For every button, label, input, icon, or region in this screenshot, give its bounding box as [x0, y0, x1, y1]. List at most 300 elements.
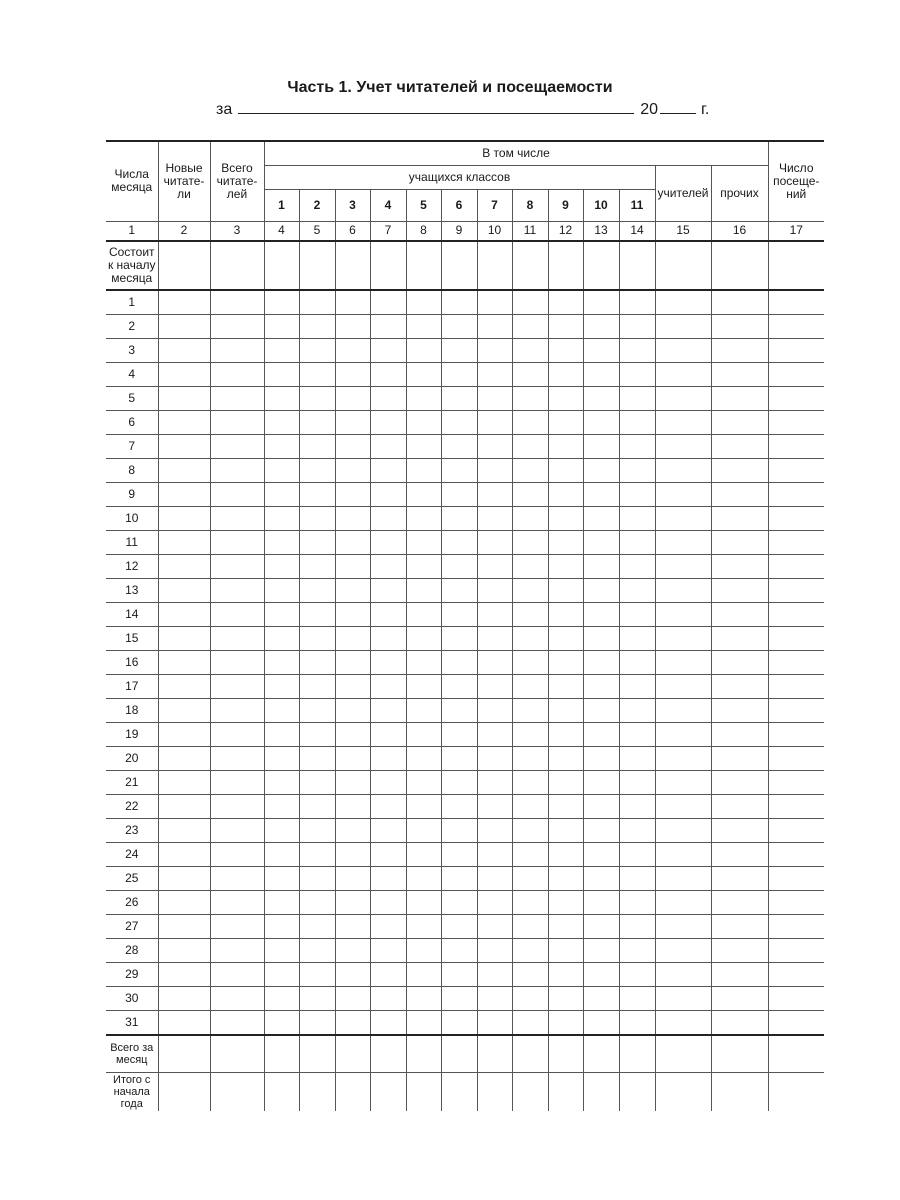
- entry-cell[interactable]: [548, 770, 583, 794]
- entry-cell[interactable]: [768, 698, 824, 722]
- entry-cell[interactable]: [512, 674, 548, 698]
- entry-cell[interactable]: [441, 290, 477, 315]
- entry-cell[interactable]: [477, 962, 512, 986]
- entry-cell[interactable]: [210, 650, 264, 674]
- entry-cell[interactable]: [210, 938, 264, 962]
- entry-cell[interactable]: [370, 1072, 406, 1111]
- entry-cell[interactable]: [335, 1072, 370, 1111]
- entry-cell[interactable]: [370, 338, 406, 362]
- entry-cell[interactable]: [512, 386, 548, 410]
- entry-cell[interactable]: [711, 746, 768, 770]
- entry-cell[interactable]: [299, 362, 335, 386]
- entry-cell[interactable]: [768, 794, 824, 818]
- entry-cell[interactable]: [512, 458, 548, 482]
- entry-cell[interactable]: [370, 506, 406, 530]
- entry-cell[interactable]: [299, 938, 335, 962]
- entry-cell[interactable]: [335, 554, 370, 578]
- entry-cell[interactable]: [441, 482, 477, 506]
- entry-cell[interactable]: [370, 1035, 406, 1073]
- entry-cell[interactable]: [335, 602, 370, 626]
- entry-cell[interactable]: [299, 1010, 335, 1035]
- entry-cell[interactable]: [406, 530, 441, 554]
- entry-cell[interactable]: [210, 698, 264, 722]
- entry-cell[interactable]: [158, 530, 210, 554]
- entry-cell[interactable]: [406, 362, 441, 386]
- entry-cell[interactable]: [711, 650, 768, 674]
- entry-cell[interactable]: [512, 890, 548, 914]
- entry-cell[interactable]: [370, 626, 406, 650]
- entry-cell[interactable]: [264, 410, 299, 434]
- entry-cell[interactable]: [477, 578, 512, 602]
- entry-cell[interactable]: [264, 362, 299, 386]
- entry-cell[interactable]: [477, 530, 512, 554]
- entry-cell[interactable]: [370, 794, 406, 818]
- entry-cell[interactable]: [406, 866, 441, 890]
- entry-cell[interactable]: [655, 434, 711, 458]
- entry-cell[interactable]: [335, 698, 370, 722]
- entry-cell[interactable]: [441, 1072, 477, 1111]
- entry-cell[interactable]: [264, 866, 299, 890]
- entry-cell[interactable]: [619, 842, 655, 866]
- entry-cell[interactable]: [583, 986, 619, 1010]
- entry-cell[interactable]: [619, 482, 655, 506]
- entry-cell[interactable]: [583, 626, 619, 650]
- entry-cell[interactable]: [655, 746, 711, 770]
- entry-cell[interactable]: [548, 1035, 583, 1073]
- entry-cell[interactable]: [406, 1010, 441, 1035]
- entry-cell[interactable]: [158, 890, 210, 914]
- entry-cell[interactable]: [768, 914, 824, 938]
- entry-cell[interactable]: [711, 602, 768, 626]
- entry-cell[interactable]: [619, 866, 655, 890]
- entry-cell[interactable]: [477, 506, 512, 530]
- entry-cell[interactable]: [406, 674, 441, 698]
- entry-cell[interactable]: [477, 1035, 512, 1073]
- entry-cell[interactable]: [335, 386, 370, 410]
- entry-cell[interactable]: [512, 578, 548, 602]
- entry-cell[interactable]: [477, 890, 512, 914]
- entry-cell[interactable]: [210, 794, 264, 818]
- entry-cell[interactable]: [711, 290, 768, 315]
- entry-cell[interactable]: [548, 818, 583, 842]
- entry-cell[interactable]: [441, 362, 477, 386]
- entry-cell[interactable]: [299, 578, 335, 602]
- entry-cell[interactable]: [548, 650, 583, 674]
- entry-cell[interactable]: [210, 554, 264, 578]
- entry-cell[interactable]: [264, 1072, 299, 1111]
- entry-cell[interactable]: [158, 506, 210, 530]
- entry-cell[interactable]: [406, 914, 441, 938]
- entry-cell[interactable]: [335, 530, 370, 554]
- entry-cell[interactable]: [619, 434, 655, 458]
- entry-cell[interactable]: [548, 866, 583, 890]
- entry-cell[interactable]: [335, 770, 370, 794]
- entry-cell[interactable]: [264, 674, 299, 698]
- entry-cell[interactable]: [768, 578, 824, 602]
- entry-cell[interactable]: [711, 410, 768, 434]
- entry-cell[interactable]: [264, 1035, 299, 1073]
- entry-cell[interactable]: [548, 986, 583, 1010]
- entry-cell[interactable]: [583, 602, 619, 626]
- entry-cell[interactable]: [711, 338, 768, 362]
- entry-cell[interactable]: [548, 506, 583, 530]
- entry-cell[interactable]: [335, 938, 370, 962]
- entry-cell[interactable]: [619, 818, 655, 842]
- entry-cell[interactable]: [299, 746, 335, 770]
- entry-cell[interactable]: [370, 722, 406, 746]
- entry-cell[interactable]: [210, 962, 264, 986]
- entry-cell[interactable]: [512, 722, 548, 746]
- entry-cell[interactable]: [477, 746, 512, 770]
- entry-cell[interactable]: [406, 314, 441, 338]
- entry-cell[interactable]: [210, 1035, 264, 1073]
- entry-cell[interactable]: [299, 386, 335, 410]
- entry-cell[interactable]: [158, 410, 210, 434]
- entry-cell[interactable]: [768, 962, 824, 986]
- entry-cell[interactable]: [441, 866, 477, 890]
- entry-cell[interactable]: [441, 962, 477, 986]
- entry-cell[interactable]: [655, 650, 711, 674]
- entry-cell[interactable]: [264, 602, 299, 626]
- entry-cell[interactable]: [441, 386, 477, 410]
- entry-cell[interactable]: [210, 818, 264, 842]
- entry-cell[interactable]: [548, 578, 583, 602]
- entry-cell[interactable]: [768, 722, 824, 746]
- entry-cell[interactable]: [158, 482, 210, 506]
- entry-cell[interactable]: [548, 914, 583, 938]
- entry-cell[interactable]: [655, 578, 711, 602]
- entry-cell[interactable]: [406, 1072, 441, 1111]
- entry-cell[interactable]: [655, 241, 711, 290]
- entry-cell[interactable]: [768, 1010, 824, 1035]
- entry-cell[interactable]: [441, 818, 477, 842]
- entry-cell[interactable]: [583, 241, 619, 290]
- entry-cell[interactable]: [711, 938, 768, 962]
- entry-cell[interactable]: [406, 578, 441, 602]
- entry-cell[interactable]: [512, 650, 548, 674]
- entry-cell[interactable]: [441, 314, 477, 338]
- entry-cell[interactable]: [158, 962, 210, 986]
- entry-cell[interactable]: [264, 962, 299, 986]
- entry-cell[interactable]: [441, 1035, 477, 1073]
- entry-cell[interactable]: [548, 746, 583, 770]
- entry-cell[interactable]: [299, 674, 335, 698]
- entry-cell[interactable]: [768, 890, 824, 914]
- entry-cell[interactable]: [711, 241, 768, 290]
- entry-cell[interactable]: [299, 338, 335, 362]
- entry-cell[interactable]: [711, 458, 768, 482]
- entry-cell[interactable]: [548, 290, 583, 315]
- entry-cell[interactable]: [299, 602, 335, 626]
- entry-cell[interactable]: [619, 1010, 655, 1035]
- entry-cell[interactable]: [619, 1072, 655, 1111]
- entry-cell[interactable]: [583, 290, 619, 315]
- entry-cell[interactable]: [583, 482, 619, 506]
- entry-cell[interactable]: [158, 818, 210, 842]
- entry-cell[interactable]: [619, 410, 655, 434]
- entry-cell[interactable]: [619, 962, 655, 986]
- entry-cell[interactable]: [158, 698, 210, 722]
- entry-cell[interactable]: [768, 818, 824, 842]
- entry-cell[interactable]: [441, 626, 477, 650]
- entry-cell[interactable]: [768, 290, 824, 315]
- entry-cell[interactable]: [335, 842, 370, 866]
- entry-cell[interactable]: [210, 890, 264, 914]
- entry-cell[interactable]: [264, 794, 299, 818]
- entry-cell[interactable]: [406, 626, 441, 650]
- entry-cell[interactable]: [406, 386, 441, 410]
- entry-cell[interactable]: [406, 506, 441, 530]
- entry-cell[interactable]: [299, 434, 335, 458]
- entry-cell[interactable]: [512, 241, 548, 290]
- entry-cell[interactable]: [619, 938, 655, 962]
- entry-cell[interactable]: [264, 770, 299, 794]
- entry-cell[interactable]: [264, 338, 299, 362]
- entry-cell[interactable]: [512, 602, 548, 626]
- entry-cell[interactable]: [548, 890, 583, 914]
- entry-cell[interactable]: [711, 434, 768, 458]
- entry-cell[interactable]: [477, 866, 512, 890]
- entry-cell[interactable]: [210, 338, 264, 362]
- entry-cell[interactable]: [370, 890, 406, 914]
- entry-cell[interactable]: [768, 434, 824, 458]
- entry-cell[interactable]: [619, 650, 655, 674]
- entry-cell[interactable]: [583, 770, 619, 794]
- entry-cell[interactable]: [158, 578, 210, 602]
- entry-cell[interactable]: [441, 241, 477, 290]
- entry-cell[interactable]: [158, 602, 210, 626]
- entry-cell[interactable]: [406, 290, 441, 315]
- entry-cell[interactable]: [655, 986, 711, 1010]
- entry-cell[interactable]: [512, 1072, 548, 1111]
- entry-cell[interactable]: [441, 746, 477, 770]
- entry-cell[interactable]: [158, 746, 210, 770]
- entry-cell[interactable]: [655, 362, 711, 386]
- entry-cell[interactable]: [158, 1072, 210, 1111]
- entry-cell[interactable]: [441, 458, 477, 482]
- entry-cell[interactable]: [441, 530, 477, 554]
- entry-cell[interactable]: [583, 338, 619, 362]
- entry-cell[interactable]: [299, 626, 335, 650]
- entry-cell[interactable]: [370, 962, 406, 986]
- entry-cell[interactable]: [768, 506, 824, 530]
- entry-cell[interactable]: [370, 578, 406, 602]
- entry-cell[interactable]: [768, 314, 824, 338]
- entry-cell[interactable]: [210, 626, 264, 650]
- entry-cell[interactable]: [477, 362, 512, 386]
- entry-cell[interactable]: [335, 458, 370, 482]
- entry-cell[interactable]: [406, 842, 441, 866]
- entry-cell[interactable]: [158, 1035, 210, 1073]
- entry-cell[interactable]: [210, 362, 264, 386]
- entry-cell[interactable]: [583, 746, 619, 770]
- entry-cell[interactable]: [477, 338, 512, 362]
- entry-cell[interactable]: [548, 241, 583, 290]
- entry-cell[interactable]: [711, 482, 768, 506]
- entry-cell[interactable]: [158, 722, 210, 746]
- entry-cell[interactable]: [299, 1072, 335, 1111]
- entry-cell[interactable]: [619, 698, 655, 722]
- entry-cell[interactable]: [548, 434, 583, 458]
- entry-cell[interactable]: [335, 818, 370, 842]
- entry-cell[interactable]: [477, 458, 512, 482]
- entry-cell[interactable]: [406, 770, 441, 794]
- entry-cell[interactable]: [299, 722, 335, 746]
- entry-cell[interactable]: [158, 866, 210, 890]
- entry-cell[interactable]: [512, 290, 548, 315]
- entry-cell[interactable]: [370, 914, 406, 938]
- entry-cell[interactable]: [583, 866, 619, 890]
- entry-cell[interactable]: [711, 962, 768, 986]
- entry-cell[interactable]: [619, 386, 655, 410]
- entry-cell[interactable]: [370, 458, 406, 482]
- entry-cell[interactable]: [477, 818, 512, 842]
- entry-cell[interactable]: [441, 410, 477, 434]
- entry-cell[interactable]: [158, 458, 210, 482]
- entry-cell[interactable]: [655, 818, 711, 842]
- entry-cell[interactable]: [477, 938, 512, 962]
- entry-cell[interactable]: [548, 338, 583, 362]
- entry-cell[interactable]: [477, 794, 512, 818]
- entry-cell[interactable]: [619, 241, 655, 290]
- entry-cell[interactable]: [210, 722, 264, 746]
- entry-cell[interactable]: [441, 770, 477, 794]
- entry-cell[interactable]: [299, 458, 335, 482]
- entry-cell[interactable]: [441, 674, 477, 698]
- entry-cell[interactable]: [711, 698, 768, 722]
- entry-cell[interactable]: [210, 290, 264, 315]
- entry-cell[interactable]: [512, 794, 548, 818]
- entry-cell[interactable]: [210, 842, 264, 866]
- entry-cell[interactable]: [711, 1072, 768, 1111]
- entry-cell[interactable]: [619, 290, 655, 315]
- entry-cell[interactable]: [335, 1035, 370, 1073]
- entry-cell[interactable]: [583, 506, 619, 530]
- entry-cell[interactable]: [768, 626, 824, 650]
- entry-cell[interactable]: [406, 818, 441, 842]
- entry-cell[interactable]: [335, 338, 370, 362]
- entry-cell[interactable]: [583, 410, 619, 434]
- entry-cell[interactable]: [158, 434, 210, 458]
- entry-cell[interactable]: [335, 794, 370, 818]
- entry-cell[interactable]: [158, 938, 210, 962]
- entry-cell[interactable]: [655, 482, 711, 506]
- entry-cell[interactable]: [548, 554, 583, 578]
- entry-cell[interactable]: [655, 506, 711, 530]
- entry-cell[interactable]: [406, 938, 441, 962]
- entry-cell[interactable]: [768, 554, 824, 578]
- entry-cell[interactable]: [158, 290, 210, 315]
- entry-cell[interactable]: [619, 722, 655, 746]
- entry-cell[interactable]: [406, 650, 441, 674]
- entry-cell[interactable]: [335, 482, 370, 506]
- entry-cell[interactable]: [583, 842, 619, 866]
- entry-cell[interactable]: [548, 698, 583, 722]
- year-blank-field[interactable]: [660, 99, 696, 114]
- entry-cell[interactable]: [768, 482, 824, 506]
- entry-cell[interactable]: [370, 698, 406, 722]
- entry-cell[interactable]: [512, 1010, 548, 1035]
- entry-cell[interactable]: [406, 434, 441, 458]
- entry-cell[interactable]: [264, 698, 299, 722]
- entry-cell[interactable]: [655, 314, 711, 338]
- entry-cell[interactable]: [158, 386, 210, 410]
- entry-cell[interactable]: [711, 986, 768, 1010]
- entry-cell[interactable]: [711, 506, 768, 530]
- entry-cell[interactable]: [583, 1035, 619, 1073]
- entry-cell[interactable]: [335, 626, 370, 650]
- entry-cell[interactable]: [477, 842, 512, 866]
- entry-cell[interactable]: [264, 986, 299, 1010]
- entry-cell[interactable]: [477, 410, 512, 434]
- entry-cell[interactable]: [619, 986, 655, 1010]
- entry-cell[interactable]: [768, 1035, 824, 1073]
- entry-cell[interactable]: [768, 241, 824, 290]
- entry-cell[interactable]: [655, 794, 711, 818]
- entry-cell[interactable]: [619, 626, 655, 650]
- entry-cell[interactable]: [370, 650, 406, 674]
- entry-cell[interactable]: [548, 410, 583, 434]
- entry-cell[interactable]: [299, 986, 335, 1010]
- entry-cell[interactable]: [299, 866, 335, 890]
- entry-cell[interactable]: [477, 914, 512, 938]
- entry-cell[interactable]: [264, 818, 299, 842]
- entry-cell[interactable]: [619, 506, 655, 530]
- entry-cell[interactable]: [548, 1072, 583, 1111]
- entry-cell[interactable]: [655, 410, 711, 434]
- entry-cell[interactable]: [711, 1035, 768, 1073]
- entry-cell[interactable]: [477, 241, 512, 290]
- entry-cell[interactable]: [619, 578, 655, 602]
- entry-cell[interactable]: [264, 914, 299, 938]
- entry-cell[interactable]: [655, 890, 711, 914]
- entry-cell[interactable]: [299, 1035, 335, 1073]
- entry-cell[interactable]: [583, 914, 619, 938]
- entry-cell[interactable]: [441, 890, 477, 914]
- entry-cell[interactable]: [370, 674, 406, 698]
- entry-cell[interactable]: [441, 554, 477, 578]
- entry-cell[interactable]: [512, 362, 548, 386]
- entry-cell[interactable]: [264, 241, 299, 290]
- entry-cell[interactable]: [711, 386, 768, 410]
- entry-cell[interactable]: [655, 1035, 711, 1073]
- entry-cell[interactable]: [711, 890, 768, 914]
- entry-cell[interactable]: [711, 770, 768, 794]
- entry-cell[interactable]: [768, 842, 824, 866]
- entry-cell[interactable]: [370, 818, 406, 842]
- entry-cell[interactable]: [583, 818, 619, 842]
- entry-cell[interactable]: [548, 458, 583, 482]
- entry-cell[interactable]: [210, 674, 264, 698]
- entry-cell[interactable]: [406, 794, 441, 818]
- entry-cell[interactable]: [210, 314, 264, 338]
- entry-cell[interactable]: [264, 842, 299, 866]
- entry-cell[interactable]: [768, 530, 824, 554]
- entry-cell[interactable]: [335, 506, 370, 530]
- entry-cell[interactable]: [264, 650, 299, 674]
- entry-cell[interactable]: [583, 674, 619, 698]
- entry-cell[interactable]: [619, 1035, 655, 1073]
- entry-cell[interactable]: [335, 746, 370, 770]
- entry-cell[interactable]: [299, 482, 335, 506]
- entry-cell[interactable]: [370, 314, 406, 338]
- entry-cell[interactable]: [768, 410, 824, 434]
- entry-cell[interactable]: [655, 554, 711, 578]
- entry-cell[interactable]: [548, 1010, 583, 1035]
- entry-cell[interactable]: [335, 890, 370, 914]
- entry-cell[interactable]: [370, 986, 406, 1010]
- entry-cell[interactable]: [335, 962, 370, 986]
